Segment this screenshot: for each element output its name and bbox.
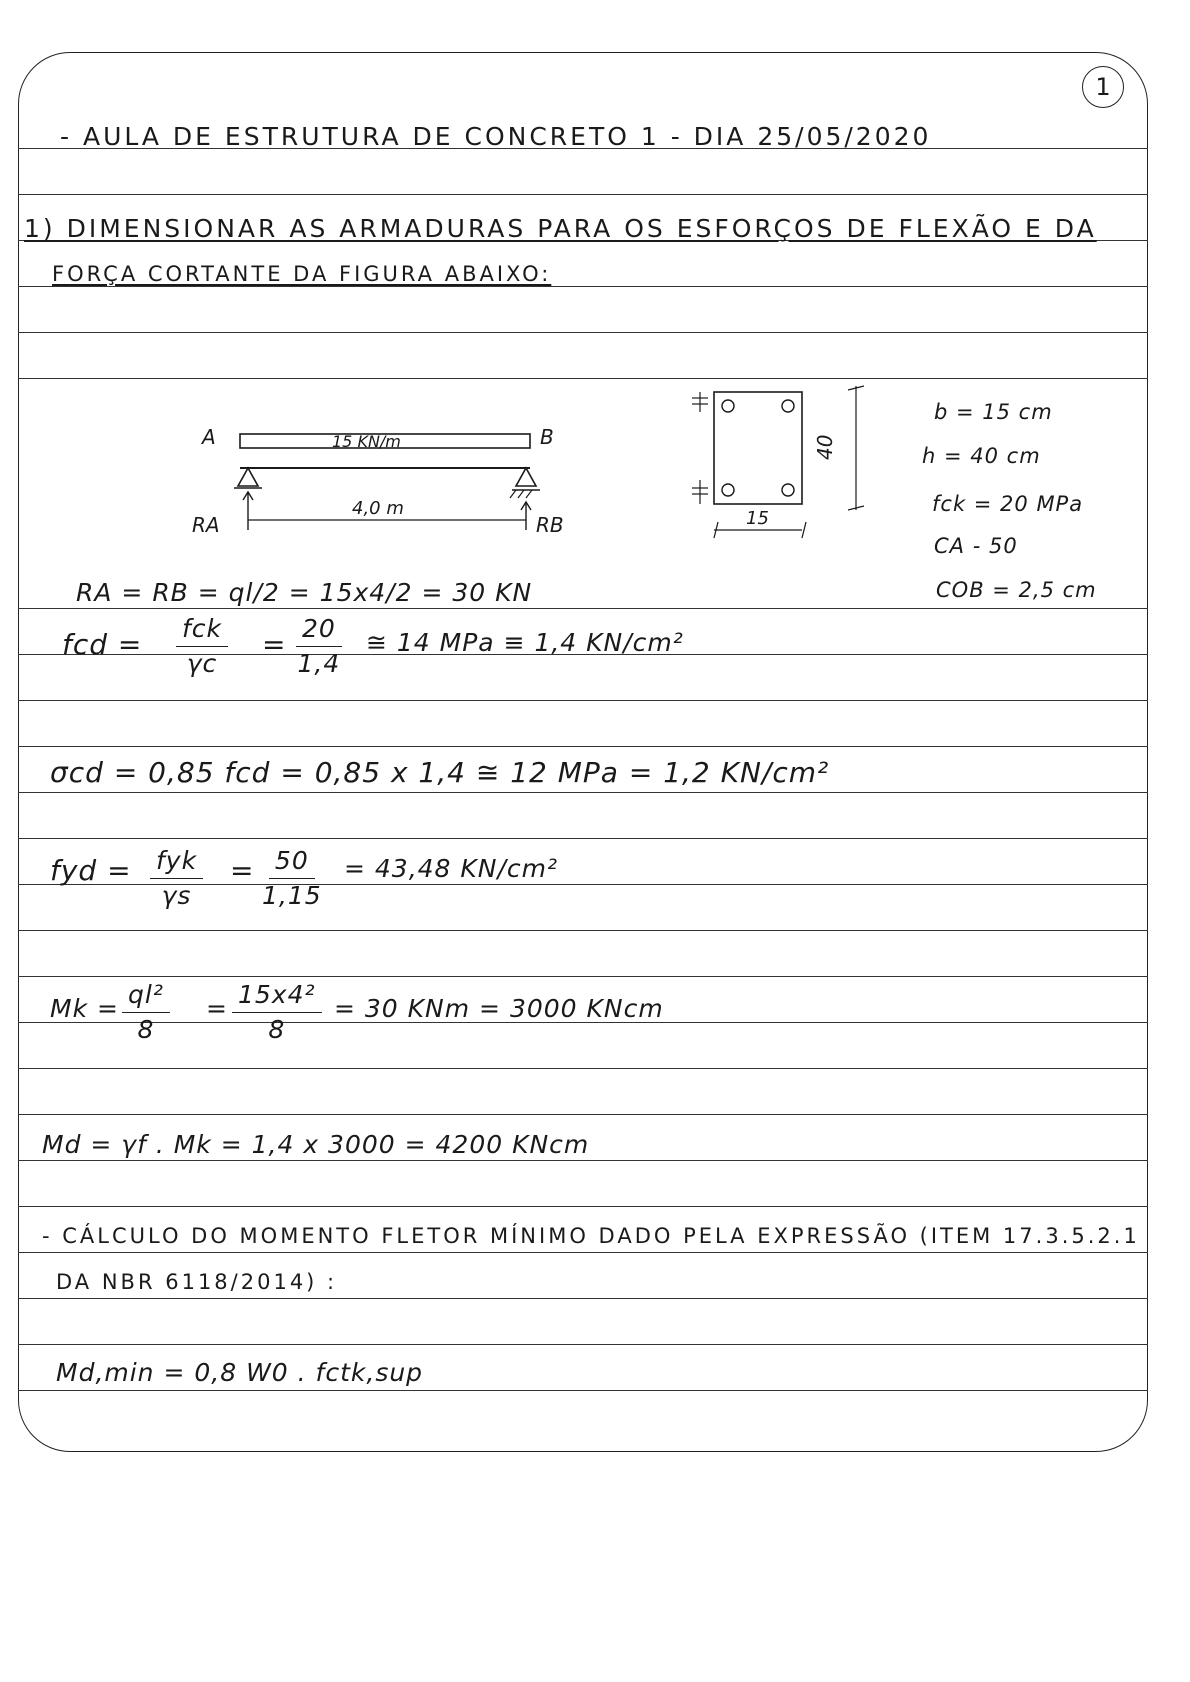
ruled-line	[18, 746, 1148, 747]
problem-statement-line-2: FORÇA CORTANTE DA FIGURA ABAIXO:	[52, 262, 552, 286]
problem-statement-line-1: 1) DIMENSIONAR AS ARMADURAS PARA OS ESFORÇOS DE FLEXÃO E DA	[24, 214, 1097, 243]
mk-equals: =	[206, 994, 228, 1023]
fyd-fraction-2	[262, 846, 322, 910]
support-b-label: B	[540, 425, 554, 449]
md-min-equation: Md,min = 0,8 W0 . fctk,sup	[56, 1358, 424, 1387]
mk-fraction-2	[232, 980, 322, 1044]
fyd-lhs: fyd =	[50, 854, 132, 887]
fyd-denominator-2: 1,15	[262, 881, 322, 910]
ruled-line	[18, 792, 1148, 793]
support-a-icon	[238, 468, 258, 486]
cross-section-diagram	[660, 384, 880, 564]
property-steel: CA - 50	[934, 534, 1018, 558]
mk-lhs: Mk =	[50, 994, 119, 1023]
ruled-line	[18, 1252, 1148, 1253]
fyd-numerator-1: fyk	[150, 846, 203, 879]
section-height-label: 40	[813, 434, 837, 460]
span-label: 4,0 m	[352, 498, 404, 519]
mk-fraction-1	[122, 980, 170, 1044]
ruled-line	[18, 1344, 1148, 1345]
ruled-line	[18, 286, 1148, 287]
ruled-line	[18, 332, 1148, 333]
fyd-numerator-2: 50	[269, 846, 315, 879]
fyd-result: = 43,48 KN/cm²	[344, 854, 559, 883]
ruled-line	[18, 1068, 1148, 1069]
fcd-numerator-2: 20	[296, 614, 342, 647]
ruled-line	[18, 1114, 1148, 1115]
ruled-line	[18, 1298, 1148, 1299]
ruled-line	[18, 1390, 1148, 1391]
fyd-denominator-1: γs	[161, 881, 192, 910]
property-b: b = 15 cm	[934, 400, 1053, 424]
rebar-top-right-icon	[782, 400, 794, 412]
fcd-fraction-2	[296, 614, 342, 678]
fcd-denominator-1: γc	[186, 649, 218, 678]
min-moment-statement-line-1: - CÁLCULO DO MOMENTO FLETOR MÍNIMO DADO PELA EXPRESSÃO (ITEM 17.3.5.2.1	[42, 1224, 1140, 1248]
page-title: - AULA DE ESTRUTURA DE CONCRETO 1 - DIA 25/05/2020	[60, 122, 932, 151]
fcd-equals: =	[262, 628, 287, 661]
mk-result: = 30 KNm = 3000 KNcm	[334, 994, 664, 1023]
support-b-icon	[516, 468, 536, 486]
ruled-line	[18, 700, 1148, 701]
reaction-a-label: RA	[192, 513, 220, 537]
property-h: h = 40 cm	[922, 444, 1041, 468]
fcd-denominator-2: 1,4	[297, 649, 341, 678]
ruled-line	[18, 608, 1148, 609]
rebar-bottom-left-icon	[722, 484, 734, 496]
ruled-line	[18, 378, 1148, 379]
ruled-line	[18, 1160, 1148, 1161]
section-outline	[714, 392, 802, 504]
property-fck: fck = 20 MPa	[932, 492, 1084, 516]
ruled-line	[18, 976, 1148, 977]
ruled-line	[18, 194, 1148, 195]
distributed-load-label: 15 KN/m	[332, 432, 401, 451]
fcd-fraction-1	[176, 614, 228, 678]
page-number: 1	[1082, 66, 1124, 108]
fyd-fraction-1	[150, 846, 203, 910]
beam-diagram	[180, 420, 580, 560]
ruled-line	[18, 930, 1148, 931]
support-a-label: A	[202, 425, 216, 449]
property-cover: COB = 2,5 cm	[936, 578, 1097, 602]
mk-numerator-1: ql²	[122, 980, 170, 1013]
section-width-label: 15	[746, 508, 769, 529]
mk-numerator-2: 15x4²	[232, 980, 322, 1013]
sigma-cd-equation: σcd = 0,85 fcd = 0,85 x 1,4 ≅ 12 MPa = 1,2 KN/cm²	[50, 756, 830, 789]
mk-denominator-2: 8	[268, 1015, 286, 1044]
ruled-line	[18, 838, 1148, 839]
fcd-numerator-1: fck	[176, 614, 228, 647]
md-equation: Md = γf . Mk = 1,4 x 3000 = 4200 KNcm	[42, 1130, 590, 1159]
min-moment-statement-line-2: DA NBR 6118/2014) :	[56, 1270, 338, 1294]
rebar-top-left-icon	[722, 400, 734, 412]
reaction-b-label: RB	[536, 513, 564, 537]
fcd-result: ≅ 14 MPa ≡ 1,4 KN/cm²	[366, 628, 684, 657]
reactions-equation: RA = RB = ql/2 = 15x4/2 = 30 KN	[76, 578, 533, 607]
fyd-equals: =	[230, 854, 255, 887]
rebar-bottom-right-icon	[782, 484, 794, 496]
ruled-line	[18, 1206, 1148, 1207]
mk-denominator-1: 8	[137, 1015, 155, 1044]
fcd-lhs: fcd =	[62, 628, 143, 661]
